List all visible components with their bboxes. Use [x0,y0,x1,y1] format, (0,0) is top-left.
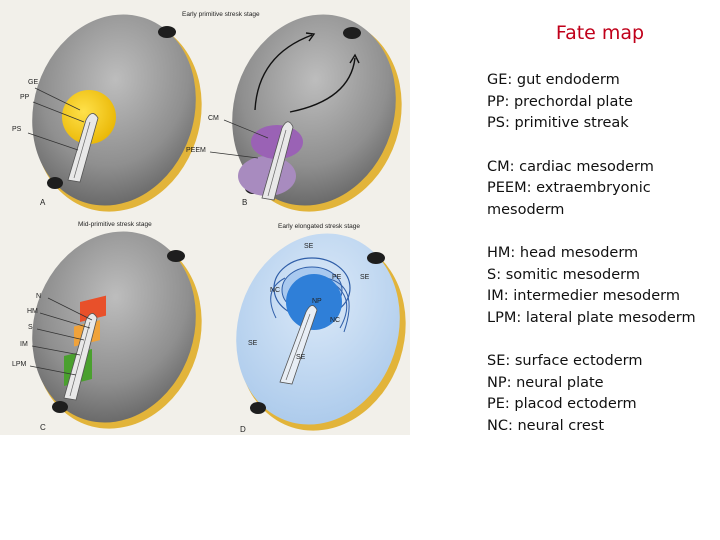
legend-item: mesoderm [487,201,565,218]
label-se-top: SE [304,243,314,250]
label-se-left: SE [248,340,258,347]
label-pp: PP [20,94,30,101]
legend-item: NC: neural crest [487,417,605,434]
label-se-bottom: SE [296,354,306,361]
label-peem: PEEM [186,147,206,154]
label-pe: PE [332,274,342,281]
legend-group-endoderm [487,70,717,135]
legend-item: GE: gut endoderm [487,72,620,88]
slide-title: Fate map [555,22,645,44]
label-nc-right: NC [330,317,341,324]
legend-item: LPM: lateral plate mesoderm [487,309,696,326]
panel-letter-d: D [240,425,246,434]
legend-item: PE: placod ectoderm [487,396,637,412]
label-lpm: LPM [12,361,27,368]
legend-group-cardiac [487,157,717,222]
legend-item: CM: cardiac mesoderm [487,158,654,175]
legend-item: IM: intermedier mesoderm [487,288,681,304]
label-n: N [36,293,42,300]
legend-group-mesoderm [487,243,717,329]
label-s: S [28,324,33,331]
fate-map-figure [0,0,410,435]
legend-item: NP: neural plate [487,374,604,391]
label-im: IM [20,341,28,348]
label-hm: HM [27,308,38,315]
label-se-right: SE [360,274,370,281]
label-cm: CM [208,115,219,122]
label-ps: PS [12,126,22,133]
legend-item: PS: primitive streak [487,115,629,131]
legend-item: S: somitic mesoderm [487,266,641,283]
panel-letter-a: A [40,198,46,207]
label-nc-left: NC [270,287,281,294]
panel-letter-c: C [40,423,46,432]
panel-letter-b: B [242,198,248,207]
legend-item: HM: head mesoderm [487,245,639,261]
legend [487,70,717,459]
legend-item: PP: prechordal plate [487,93,633,110]
legend-item: SE: surface ectoderm [487,353,643,369]
label-ge: GE [28,79,39,86]
stage-label-a: Early primitive stresk stage [182,11,260,18]
legend-item: PEEM: extraembryonic [487,180,651,196]
legend-group-ectoderm [487,351,717,437]
label-np: NP [312,298,322,305]
stage-label-c: Mid-primitive stresk stage [78,221,152,228]
stage-label-d: Early elongated stresk stage [278,223,361,230]
